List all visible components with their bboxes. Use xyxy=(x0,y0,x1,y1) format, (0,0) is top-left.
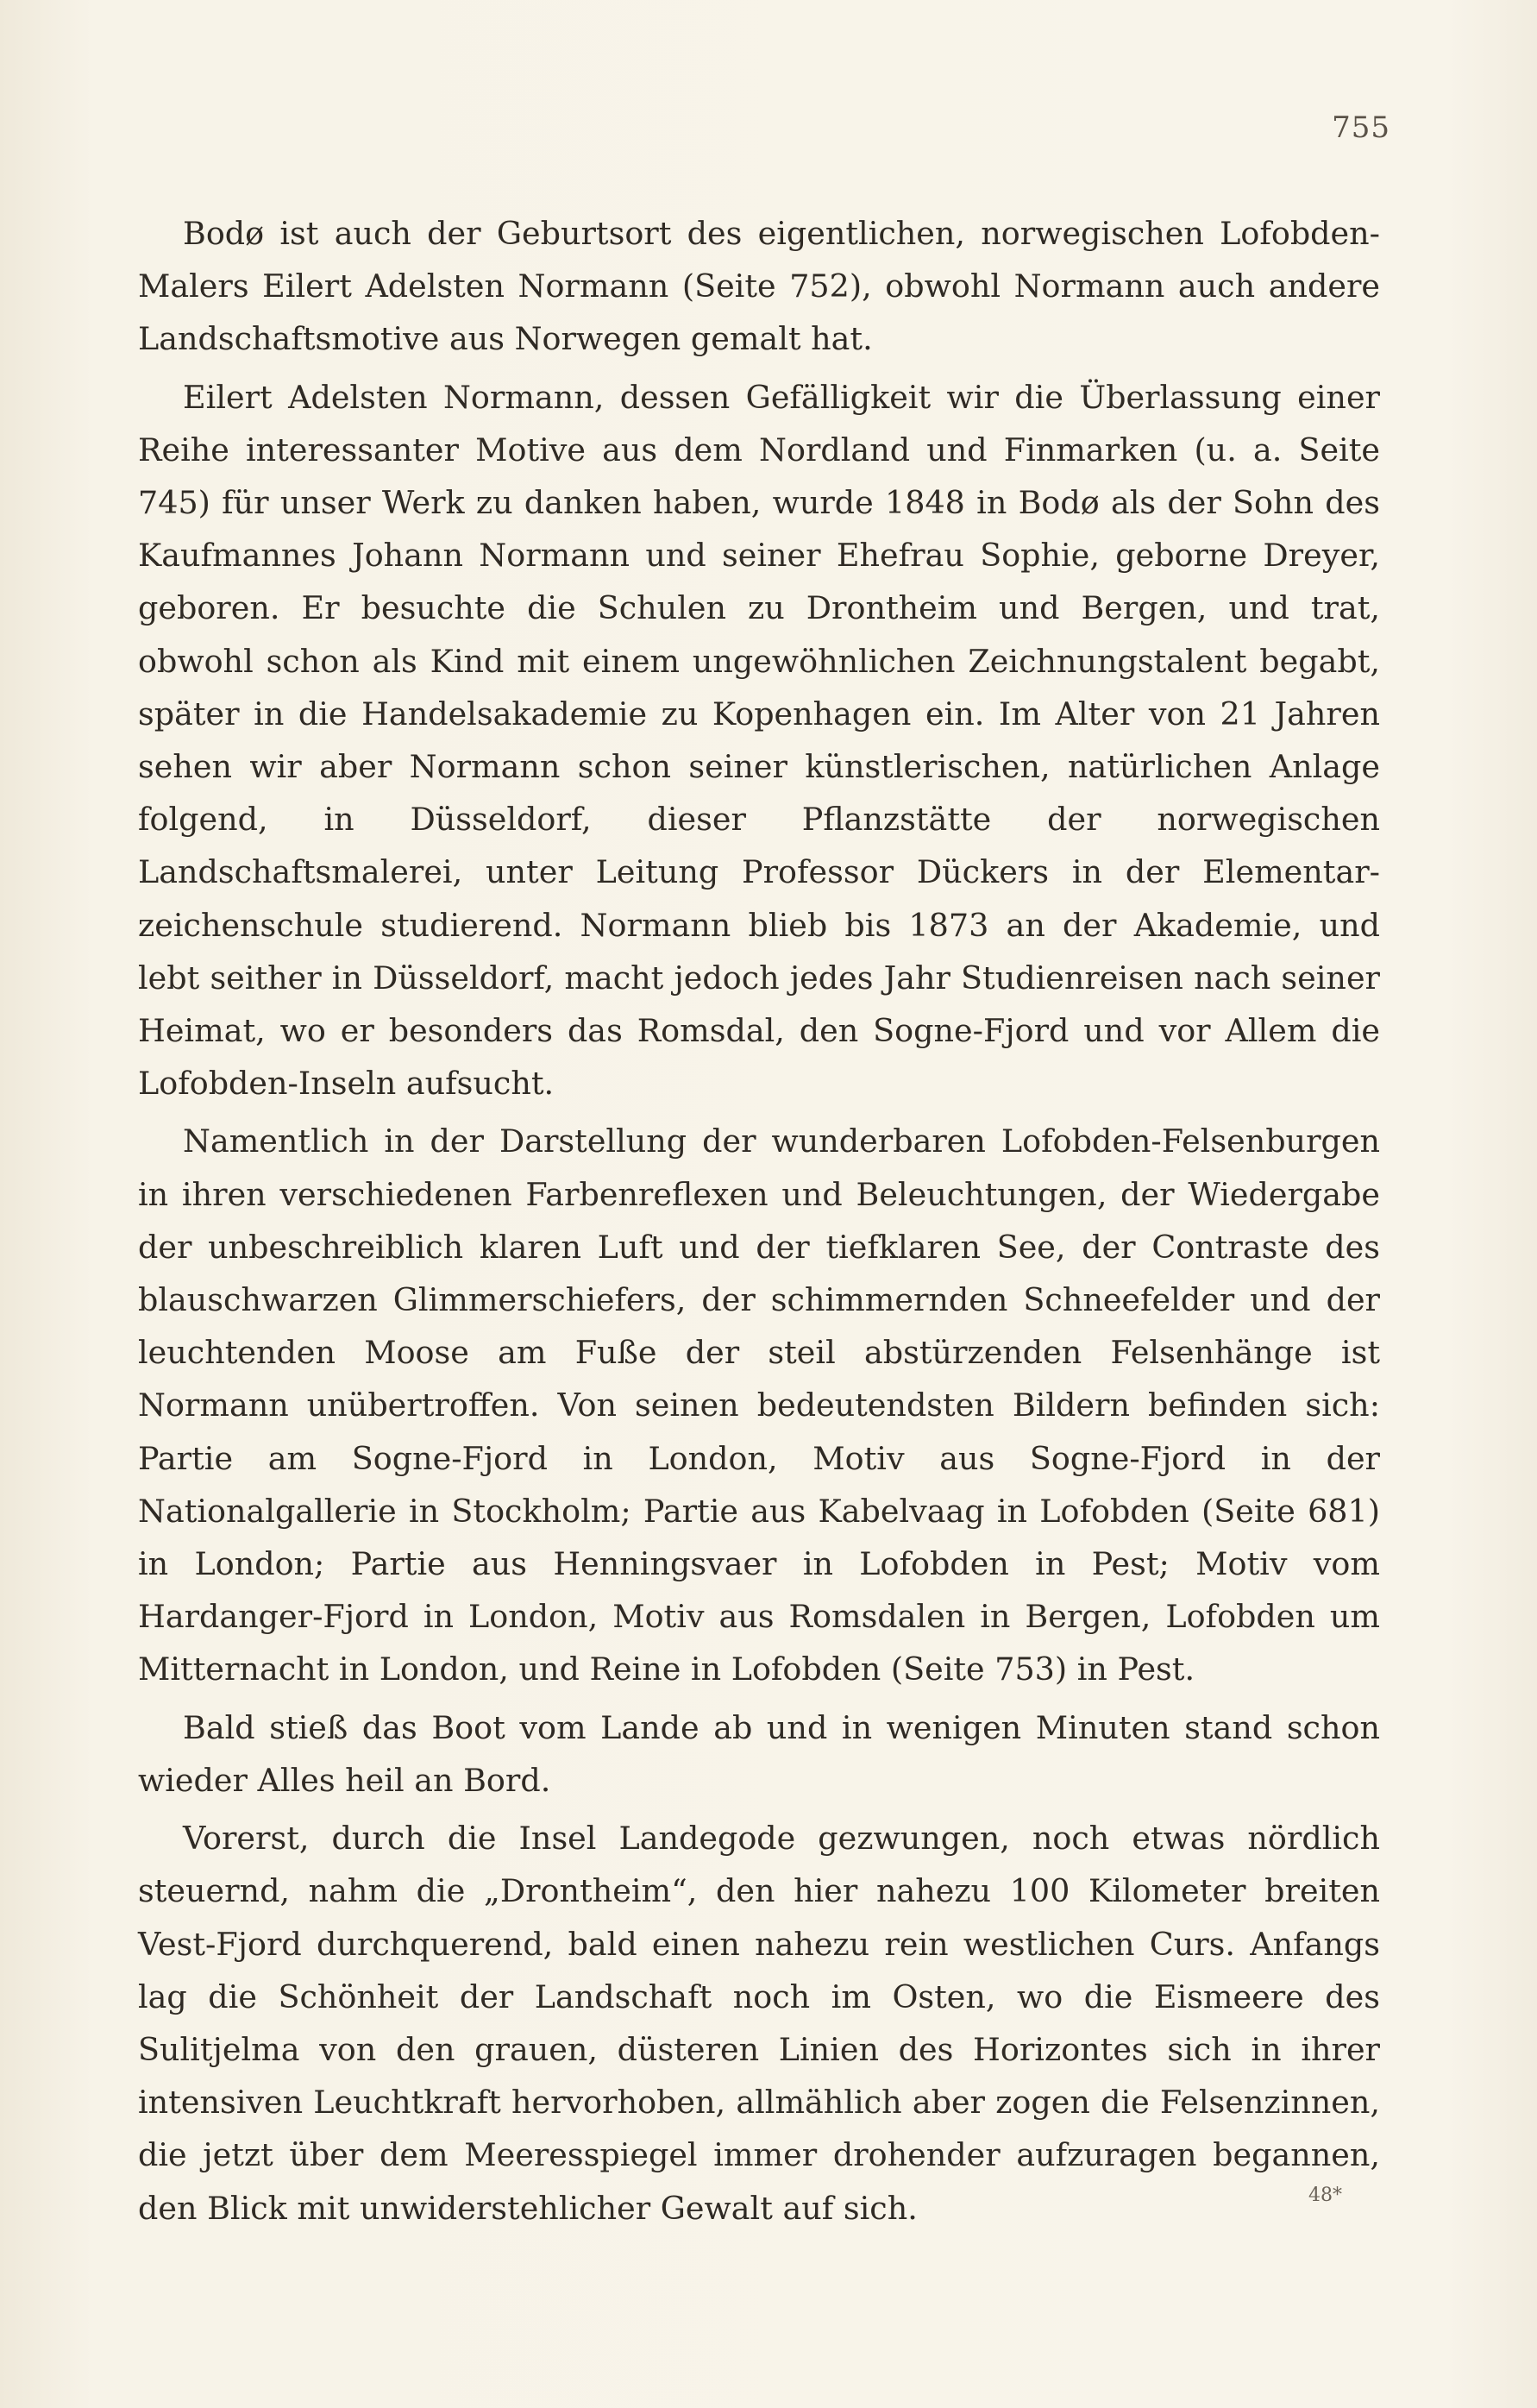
paragraph: Namentlich in der Darstellung der wunderbaren Lofobden-Felsenburgen in ihren verschiedenen Farbenreflexen und Beleuchtungen, der Wiedergabe der unbeschreiblich klaren Luft und der tiefklaren See, der Contraste des blauschwarzen Glimmerschiefers, der schimmernden Schneefelder und der leuchtenden Moose am Fuße der steil abstürzenden Felsenhänge ist Normann unübertroffen. Von seinen bedeutendsten Bildern befinden sich: Partie am Sogne-Fjord in London, Motiv aus Sogne-Fjord in der Nationalgallerie in Stockholm; Partie aus Kabelvaag in Lofobden (Seite 681) in London; Partie aus Henningsvaer in Lofobden in Pest; Motiv vom Hardanger-Fjord in London, Motiv aus Romsdalen in Bergen, Lofobden um Mitternacht in London, und Reine in Lofobden (Seite 753) in Pest. xyxy=(138,1122,1380,1688)
paragraph: Eilert Adelsten Normann, dessen Gefälligkeit wir die Überlassung einer Reihe interessanter Motive aus dem Nordland und Finmarken (u. a. Seite 745) für unser Werk zu danken haben, wurde 1848 in Bodø als der Sohn des Kaufmannes Johann Normann und seiner Ehefrau Sophie, geborne Dreyer, geboren. Er besuchte die Schulen zu Drontheim und Bergen, und trat, obwohl schon als Kind mit einem ungewöhnlichen Zeichnungstalent begabt, später in die Handelsakademie zu Kopenhagen ein. Im Alter von 21 Jahren sehen wir aber Normann schon seiner künstlerischen, natürlichen Anlage folgend, in Düsseldorf, dieser Pflanzstätte der norwegischen Landschaftsmalerei, unter Leitung Professor Dückers in der Elementar-zeichenschule studierend. Normann blieb bis 1873 an der Akademie, und lebt seither in Düsseldorf, macht jedoch jedes Jahr Studienreisen nach seiner Heimat, wo er besonders das Romsdal, den Sogne-Fjord und vor Allem die Lofobden-Inseln aufsucht. xyxy=(138,378,1380,1103)
body-text xyxy=(138,207,1380,2240)
signature-mark: 48* xyxy=(1308,2185,1342,2206)
paragraph: Vorerst, durch die Insel Landegode gezwungen, noch etwas nördlich steuernd, nahm die „Drontheim“, den hier nahezu 100 Kilometer breiten Vest-Fjord durchquerend, bald einen nahezu rein westlichen Curs. Anfangs lag die Schönheit der Landschaft noch im Osten, wo die Eismeere des Sulitjelma von den grauen, düsteren Linien des Horizontes sich in ihrer intensiven Leuchtkraft hervorhoben, allmählich aber zogen die Felsenzinnen, die jetzt über dem Meeresspiegel immer drohender aufzuragen begannen, den Blick mit unwiderstehlicher Gewalt auf sich. xyxy=(138,1820,1380,2227)
paragraph: Bald stieß das Boot vom Lande ab und in wenigen Minuten stand schon wieder Alles heil an Bord. xyxy=(138,1708,1380,1799)
page-number: 755 xyxy=(1332,110,1390,145)
paragraph: Bodø ist auch der Geburtsort des eigentlichen, norwegischen Lofobden-Malers Eilert Adelsten Normann (Seite 752), obwohl Normann auch andere Landschaftsmotive aus Norwegen gemalt hat. xyxy=(138,215,1380,358)
